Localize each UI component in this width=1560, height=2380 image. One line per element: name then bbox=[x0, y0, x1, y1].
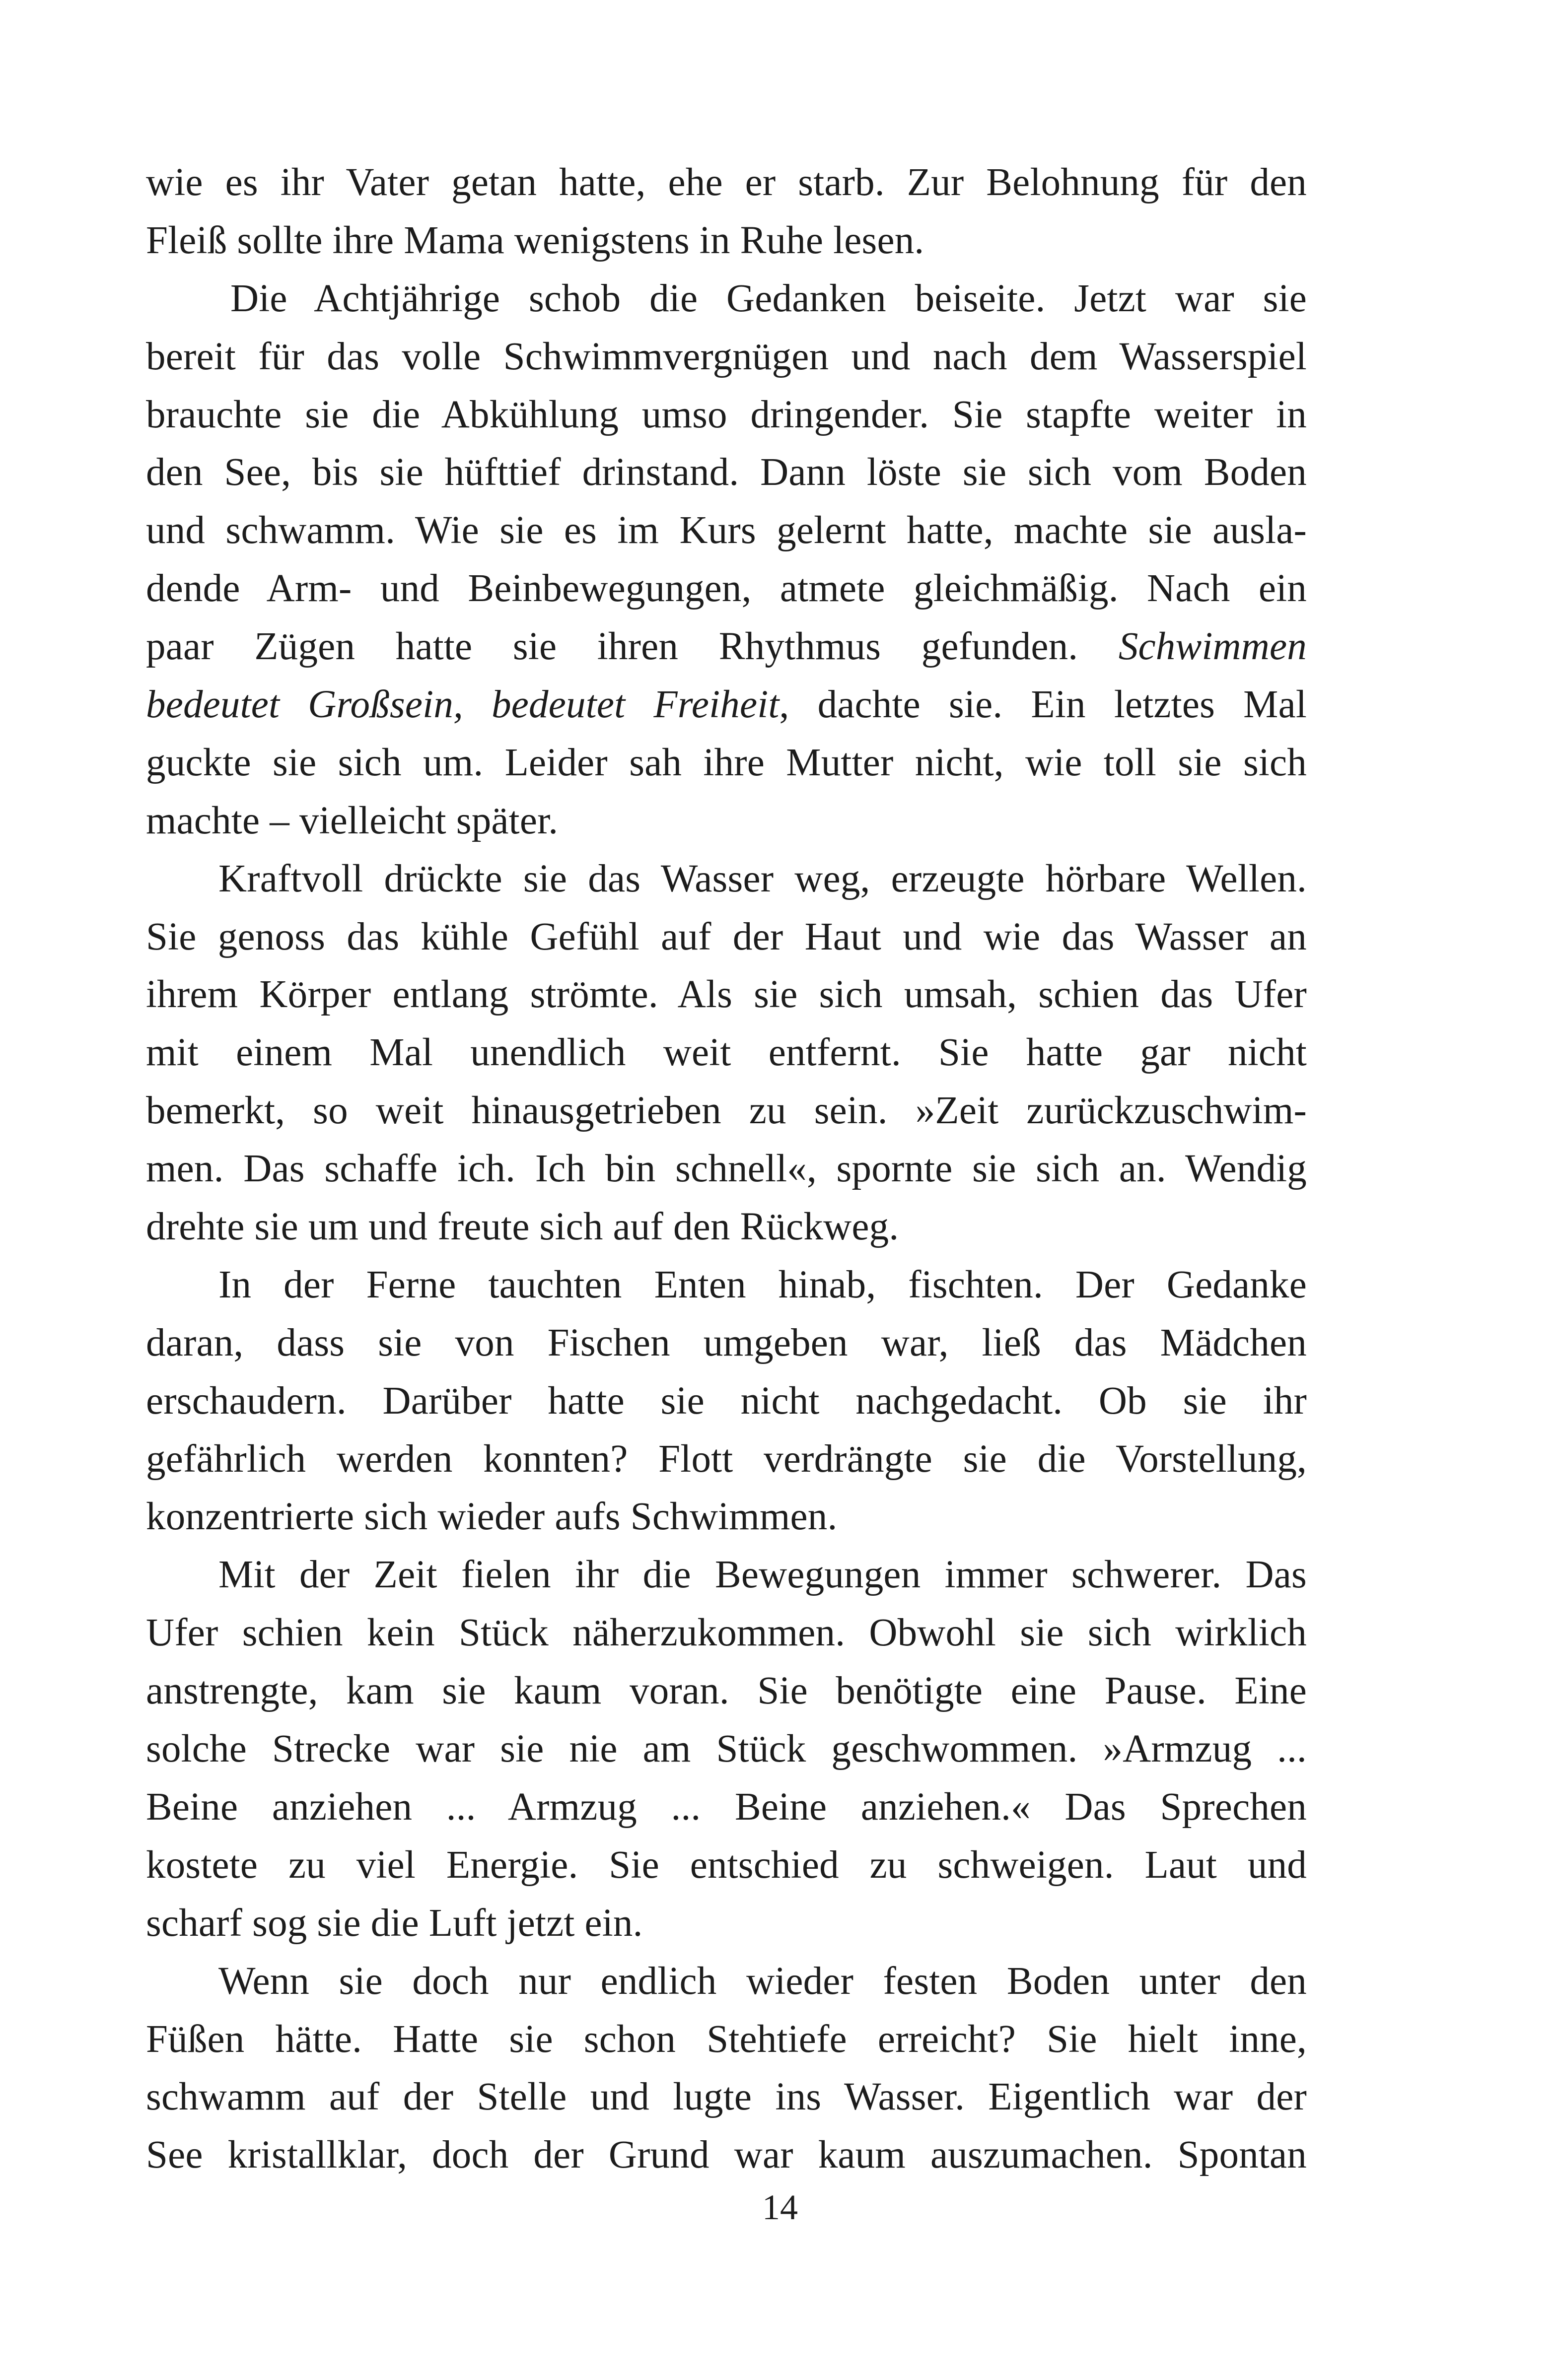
text-line-26: Ufer schien kein Stück näherzukommen. Obwohl sie sich wirklich bbox=[146, 1611, 1307, 1655]
text-line-6: den See, bis sie hüfttief drinstand. Dann löste sie sich vom Boden bbox=[146, 451, 1307, 494]
book-page-text bbox=[146, 154, 1307, 2184]
text-line-7: und schwamm. Wie sie es im Kurs gelernt hatte, machte sie ausla- bbox=[146, 509, 1307, 552]
text-line-15: ihrem Körper entlang strömte. Als sie sich umsah, schien das Ufer bbox=[146, 973, 1307, 1017]
text-line-10 bbox=[146, 676, 1307, 734]
text-line-3: Die Achtjährige schob die Gedanken beiseite. Jetzt war sie bbox=[230, 276, 1307, 320]
text-line-4: bereit für das volle Schwimmvergnügen und nach dem Wasserspiel bbox=[146, 335, 1307, 378]
text-line-10-italic: bedeutet Großsein, bedeutet Freiheit bbox=[146, 683, 780, 727]
text-line-33: Füßen hätte. Hatte sie schon Stehtiefe erreicht? Sie hielt inne, bbox=[146, 2017, 1307, 2061]
text-line-9-italic: Schwimmen bbox=[1118, 625, 1307, 669]
text-line-25: Mit der Zeit fielen ihr die Bewegungen immer schwerer. Das bbox=[218, 1553, 1307, 1597]
page-number: 14 bbox=[762, 2187, 798, 2227]
text-line-22: erschaudern. Darüber hatte sie nicht nachgedacht. Ob sie ihr bbox=[146, 1379, 1307, 1423]
text-line-9 bbox=[146, 618, 1307, 676]
text-line-31: scharf sog sie die Luft jetzt ein. bbox=[146, 1901, 643, 1945]
text-line-2: Fleiß sollte ihre Mama wenigstens in Ruhe lesen. bbox=[146, 218, 924, 262]
text-line-24: konzentrierte sich wieder aufs Schwimmen. bbox=[146, 1495, 838, 1539]
text-line-5: brauchte sie die Abkühlung umso dringender. Sie stapfte weiter in bbox=[146, 393, 1307, 436]
text-line-35: See kristallklar, doch der Grund war kaum auszumachen. Spontan bbox=[146, 2133, 1307, 2177]
text-line-8: dende Arm- und Beinbewegungen, atmete gleichmäßig. Nach ein bbox=[146, 567, 1307, 611]
text-line-16: mit einem Mal unendlich weit entfernt. Sie hatte gar nicht bbox=[146, 1031, 1307, 1075]
text-line-32: Wenn sie doch nur endlich wieder festen Boden unter den bbox=[218, 1959, 1307, 2003]
text-line-9-roman: paar Zügen hatte sie ihren Rhythmus gefunden. bbox=[146, 625, 1119, 669]
text-line-11: guckte sie sich um. Leider sah ihre Mutter nicht, wie toll sie sich bbox=[146, 741, 1307, 784]
text-line-20: In der Ferne tauchten Enten hinab, fischten. Der Gedanke bbox=[218, 1263, 1307, 1306]
text-line-1: wie es ihr Vater getan hatte, ehe er starb. Zur Belohnung für den bbox=[146, 161, 1307, 204]
text-line-28: solche Strecke war sie nie am Stück geschwommen. »Armzug ... bbox=[146, 1727, 1307, 1771]
text-line-17: bemerkt, so weit hinausgetrieben zu sein. »Zeit zurückzuschwim- bbox=[146, 1089, 1307, 1133]
text-line-27: anstrengte, kam sie kaum voran. Sie benötigte eine Pause. Eine bbox=[146, 1669, 1307, 1713]
text-line-13: Kraftvoll drückte sie das Wasser weg, erzeugte hörbare Wellen. bbox=[218, 857, 1307, 900]
text-line-14: Sie genoss das kühle Gefühl auf der Haut und wie das Wasser an bbox=[146, 915, 1307, 958]
text-line-21: daran, dass sie von Fischen umgeben war, ließ das Mädchen bbox=[146, 1321, 1307, 1364]
text-line-10-roman: , dachte sie. Ein letztes Mal bbox=[779, 683, 1307, 727]
text-line-29: Beine anziehen ... Armzug ... Beine anziehen.« Das Sprechen bbox=[146, 1785, 1307, 1829]
text-line-34: schwamm auf der Stelle und lugte ins Wasser. Eigentlich war der bbox=[146, 2075, 1307, 2119]
text-line-12: machte – vielleicht später. bbox=[146, 799, 559, 842]
text-line-19: drehte sie um und freute sich auf den Rückweg. bbox=[146, 1205, 899, 1249]
text-line-18: men. Das schaffe ich. Ich bin schnell«, spornte sie sich an. Wendig bbox=[146, 1147, 1307, 1191]
text-line-30: kostete zu viel Energie. Sie entschied zu schweigen. Laut und bbox=[146, 1843, 1307, 1887]
text-line-23: gefährlich werden konnten? Flott verdrängte sie die Vorstellung, bbox=[146, 1437, 1307, 1481]
